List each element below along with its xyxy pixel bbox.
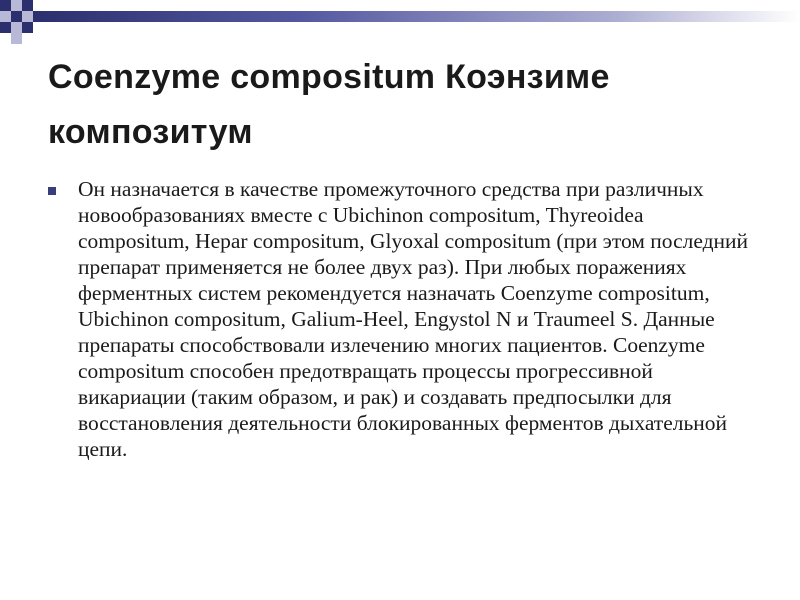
slide-title: Coenzyme compositum Коэнзиме композитум bbox=[48, 58, 610, 151]
header-square bbox=[22, 22, 33, 33]
header-square bbox=[11, 22, 22, 33]
header-square bbox=[0, 0, 11, 11]
header-square bbox=[0, 22, 11, 33]
list-item bbox=[40, 176, 760, 462]
header-square bbox=[11, 0, 22, 11]
header-square bbox=[22, 11, 33, 22]
square-bullet-icon bbox=[48, 187, 56, 195]
header-square bbox=[22, 0, 33, 11]
bullet-text: Он назначается в качестве промежуточного средства при различных новообразованиях вместе с Ubichinon compositum, Thyreoidea compositum, Hepar compositum, Glyoxal compositum (при этом последний препарат применяется не более двух раз). При любых поражениях ферментных систем рекомендуется назначать Coenzyme compositum, Ubichinon compositum, Galium-Heel, Engystol N и Traumeel S. Данные препараты способствовали излечению многих пациентов. Coenzyme compositum способен предотвращать процессы прогрессивной викариации (таким образом, и рак) и создавать предпосылки для восстановления деятельности блокированных ферментов дыхательной цепи. bbox=[78, 177, 749, 461]
header-square bbox=[0, 11, 11, 22]
header-gradient-bar bbox=[33, 11, 800, 22]
header-square bbox=[11, 11, 22, 22]
header-square bbox=[11, 33, 22, 44]
bullet-list bbox=[40, 176, 760, 462]
